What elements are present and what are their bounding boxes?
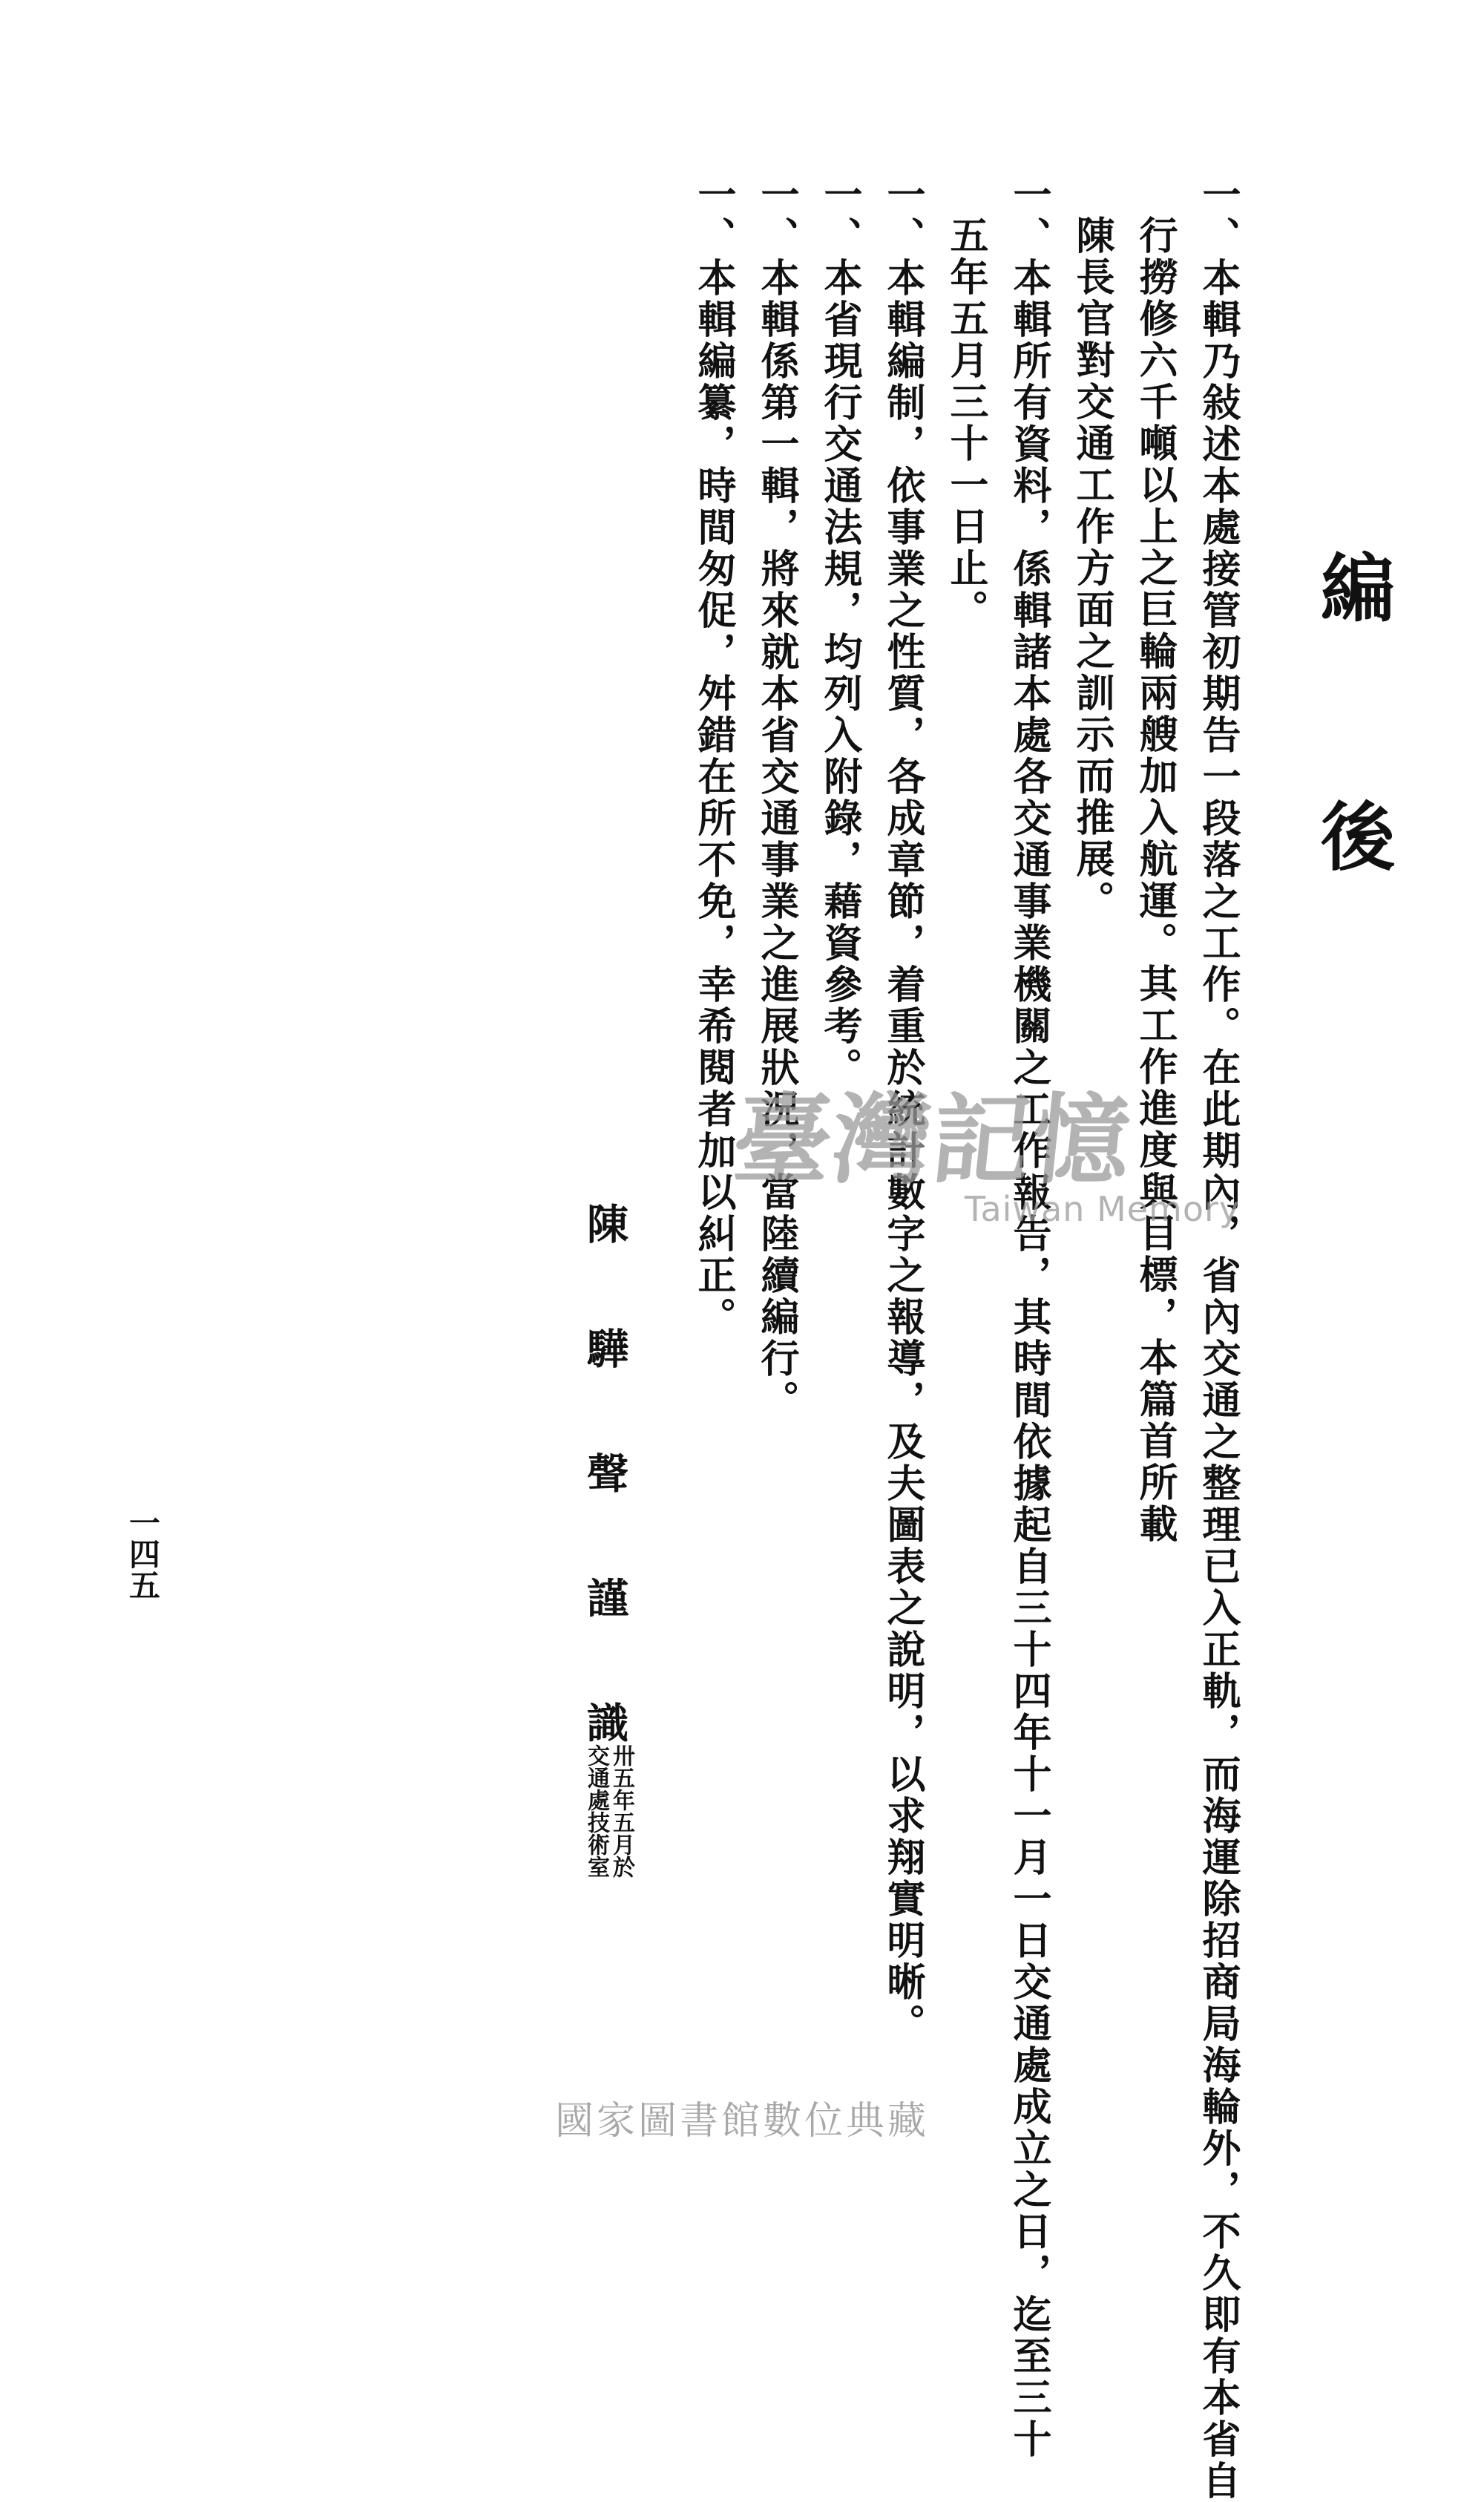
footer-archive-label: 國家圖書館數位典藏 [554,2099,929,2144]
paragraph-column-2: 行撈修六千噸以上之巨輪兩艘加入航運。其工作進度與目標，本篇首所載 [1132,215,1178,1545]
paragraph-column-9: 一、本輯編纂，時間匆促，舛錯在所不免，幸希閱者加以糾正。 [691,174,736,1338]
paragraph-column-6: 一、本輯編制，依事業之性質，各成章節，着重於統計數字之報導，及夫圖表之說明，以求翔實明晰。 [880,174,925,2045]
paragraph-column-4: 一、本輯所有資料，係輯諸本處各交通事業機關之工作報告，其時間依據起自三十四年十一月一日交通處成立之日，迄至三十 [1006,174,1051,2460]
signature: 陳 驊 聲 謹 識 [580,1202,629,1743]
watermark-english: Taiwan Memory [965,1189,1241,1229]
paragraph-column-8: 一、本輯係第一輯，將來就本省交通事業之進展狀況，當陸續編行。 [754,174,799,1421]
title-char-1: 編 [1308,549,1396,623]
page-number: 一四五 [125,1507,161,1600]
date-note-line-2: 交通處技術室 [583,1744,609,1878]
paragraph-column-5: 五年五月三十一日止。 [943,215,988,631]
date-note-line-1: 卅五年五月於 [608,1744,634,1878]
paragraph-column-3: 陳長官對交通工作方面之訓示而推展。 [1069,215,1114,922]
watermark [727,1061,1241,1239]
title-char-2: 後 [1308,798,1396,872]
watermark-chinese: 臺灣記憶 [727,1083,1137,1198]
paragraph-column-7: 一、本省現行交通法規，均列入附錄，藉資參考。 [817,174,862,1089]
paragraph-column-1: 一、本輯乃敍述本處接管初期告一段落之工作。在此期內，省內交通之整理已入正軌，而海運除招商局海輪外，不久即有本省自 [1195,174,1241,2502]
